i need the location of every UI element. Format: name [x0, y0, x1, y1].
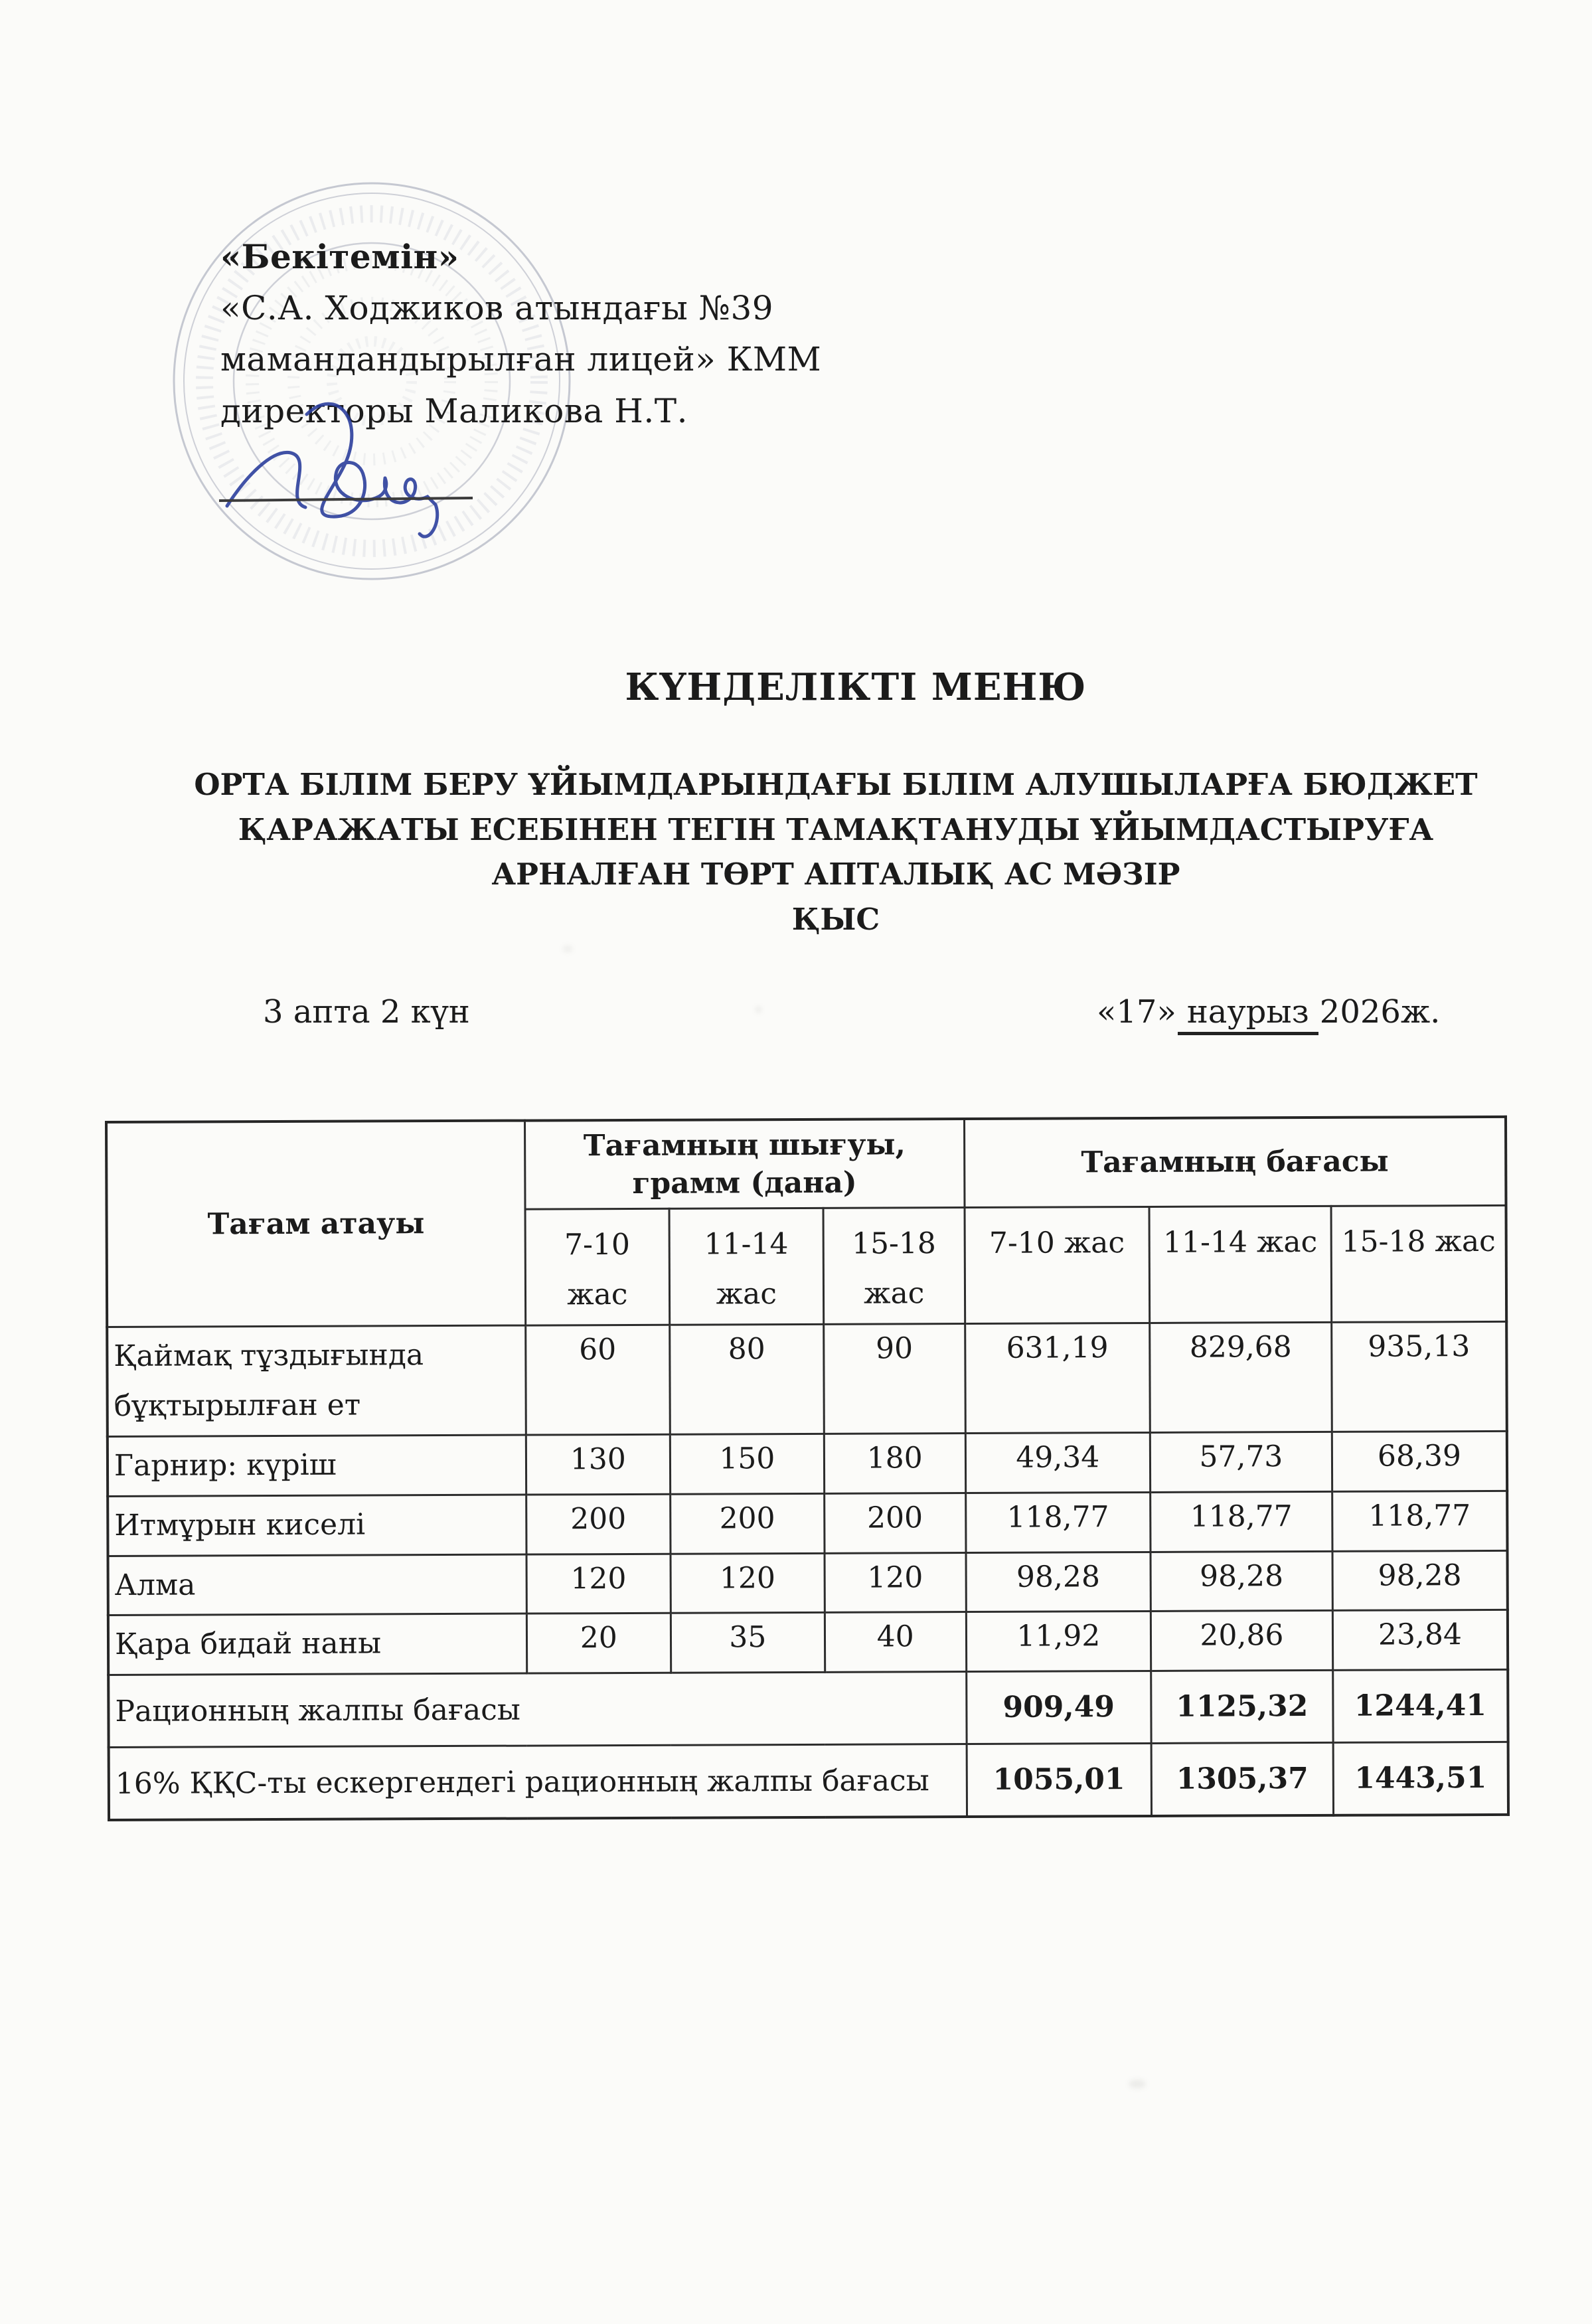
price-cell: 118,77: [1332, 1491, 1508, 1551]
price-cell: 49,34: [965, 1432, 1151, 1493]
total-label-cell: Рационның жалпы бағасы: [108, 1672, 967, 1748]
total-vat-price-cell: 1055,01: [967, 1744, 1152, 1817]
price-cell: 98,28: [966, 1552, 1151, 1612]
subtitle-line: ҚАРАЖАТЫ ЕСЕБІНЕН ТЕГІН ТАМАҚТАНУДЫ ҰЙЫМДАСТЫРУҒА: [238, 811, 1434, 847]
price-cell: 20,86: [1151, 1611, 1332, 1671]
total-with-vat-row: [109, 1742, 1508, 1821]
price-cell: 98,28: [1151, 1551, 1332, 1612]
grams-cell: 200: [824, 1493, 965, 1553]
age-column-header: 11-14 жас: [669, 1208, 824, 1325]
dish-name-cell: Итмұрын киселі: [108, 1495, 526, 1556]
date-month-underlined: наурыз: [1178, 993, 1318, 1035]
total-row: [108, 1670, 1508, 1748]
dish-name-cell: Гарнир: күріш: [108, 1435, 526, 1496]
total-vat-price-cell: 1305,37: [1151, 1743, 1333, 1817]
table-row: [108, 1431, 1507, 1496]
price-cell: 98,28: [1332, 1550, 1508, 1611]
price-cell: 118,77: [1151, 1491, 1332, 1552]
price-cell: 23,84: [1332, 1610, 1508, 1671]
grams-group-header: Тағамның шығуы, грамм (дана): [524, 1119, 964, 1209]
document-title: КҮНДЕЛІКТІ МЕНЮ: [625, 665, 1087, 709]
subtitle-line: ОРТА БІЛІМ БЕРУ ҰЙЫМДАРЫНДАҒЫ БІЛІМ АЛУШЫЛАРҒА БЮДЖЕТ: [194, 767, 1478, 802]
total-vat-price-cell: 1443,51: [1333, 1742, 1508, 1816]
scan-smudge: [563, 946, 572, 952]
price-cell: 829,68: [1150, 1322, 1332, 1432]
dish-column-header: Тағам атауы: [106, 1121, 525, 1327]
table-row: [108, 1610, 1508, 1675]
age-column-header: 7-10 жас: [525, 1208, 670, 1325]
dish-name-cell: Қаймақ тұздығында бұқтырылған ет: [107, 1325, 526, 1436]
price-cell: 68,39: [1332, 1431, 1507, 1491]
grams-cell: 130: [526, 1434, 670, 1495]
table-row: [107, 1321, 1507, 1436]
grams-cell: 200: [671, 1493, 825, 1554]
total-price-cell: 1125,32: [1151, 1671, 1333, 1744]
scan-smudge: [1129, 2080, 1146, 2088]
menu-table: [105, 1116, 1510, 1821]
table-header-group-row: [106, 1117, 1506, 1211]
grams-cell: 90: [823, 1324, 965, 1434]
total-vat-label-cell: 16% ҚҚС-ты ескергендегі рационның жалпы бағасы: [109, 1744, 967, 1820]
grams-cell: 60: [525, 1325, 670, 1435]
grams-cell: 120: [671, 1553, 825, 1614]
week-day-label: 3 апта 2 күн: [263, 993, 470, 1031]
grams-cell: 40: [825, 1612, 966, 1673]
date-row: [0, 993, 1592, 1040]
grams-cell: 35: [671, 1613, 825, 1673]
price-cell: 631,19: [965, 1323, 1150, 1433]
total-price-cell: 1244,41: [1333, 1670, 1508, 1743]
age-column-header: 15-18 жас: [1331, 1205, 1506, 1322]
director-signature: [207, 380, 493, 539]
age-column-header: 15-18 жас: [823, 1208, 965, 1325]
subtitle-line: АРНАЛҒАН ТӨРТ АПТАЛЫҚ АС МӘЗІР: [491, 857, 1180, 892]
age-column-header: 11-14 жас: [1149, 1206, 1332, 1323]
table-row: [108, 1550, 1508, 1616]
scan-smudge: [756, 1007, 761, 1013]
dish-name-cell: Қара бидай наны: [108, 1614, 527, 1675]
total-price-cell: 909,49: [966, 1671, 1151, 1744]
age-column-header: 7-10 жас: [965, 1206, 1150, 1323]
price-group-header: Тағамның бағасы: [964, 1117, 1506, 1208]
grams-cell: 80: [670, 1324, 825, 1434]
table-row: [108, 1491, 1507, 1556]
document-subtitle: [93, 762, 1579, 942]
date-label: [1097, 993, 1440, 1035]
price-cell: 11,92: [966, 1612, 1151, 1672]
subtitle-line: ҚЫС: [791, 901, 880, 937]
grams-cell: 120: [526, 1554, 671, 1614]
signature-underline: [219, 498, 473, 501]
approval-org-line1: «С.А. Ходжиков атындағы №39: [220, 288, 774, 327]
approval-director-line: директоры Маликова Н.Т.: [220, 391, 688, 430]
approval-title: «Бекітемін»: [220, 237, 459, 276]
grams-cell: 200: [526, 1494, 670, 1554]
dish-name-cell: Алма: [108, 1554, 527, 1616]
date-year: 2026ж.: [1319, 993, 1441, 1031]
grams-cell: 120: [825, 1552, 966, 1613]
date-day: «17»: [1097, 993, 1176, 1031]
price-cell: 118,77: [965, 1492, 1151, 1552]
grams-cell: 150: [670, 1434, 824, 1494]
approval-org-line2: мамандандырылған лицей» КММ: [220, 340, 822, 378]
price-cell: 57,73: [1150, 1432, 1332, 1492]
grams-cell: 180: [824, 1434, 965, 1494]
price-cell: 935,13: [1332, 1321, 1507, 1432]
grams-cell: 20: [526, 1614, 671, 1674]
